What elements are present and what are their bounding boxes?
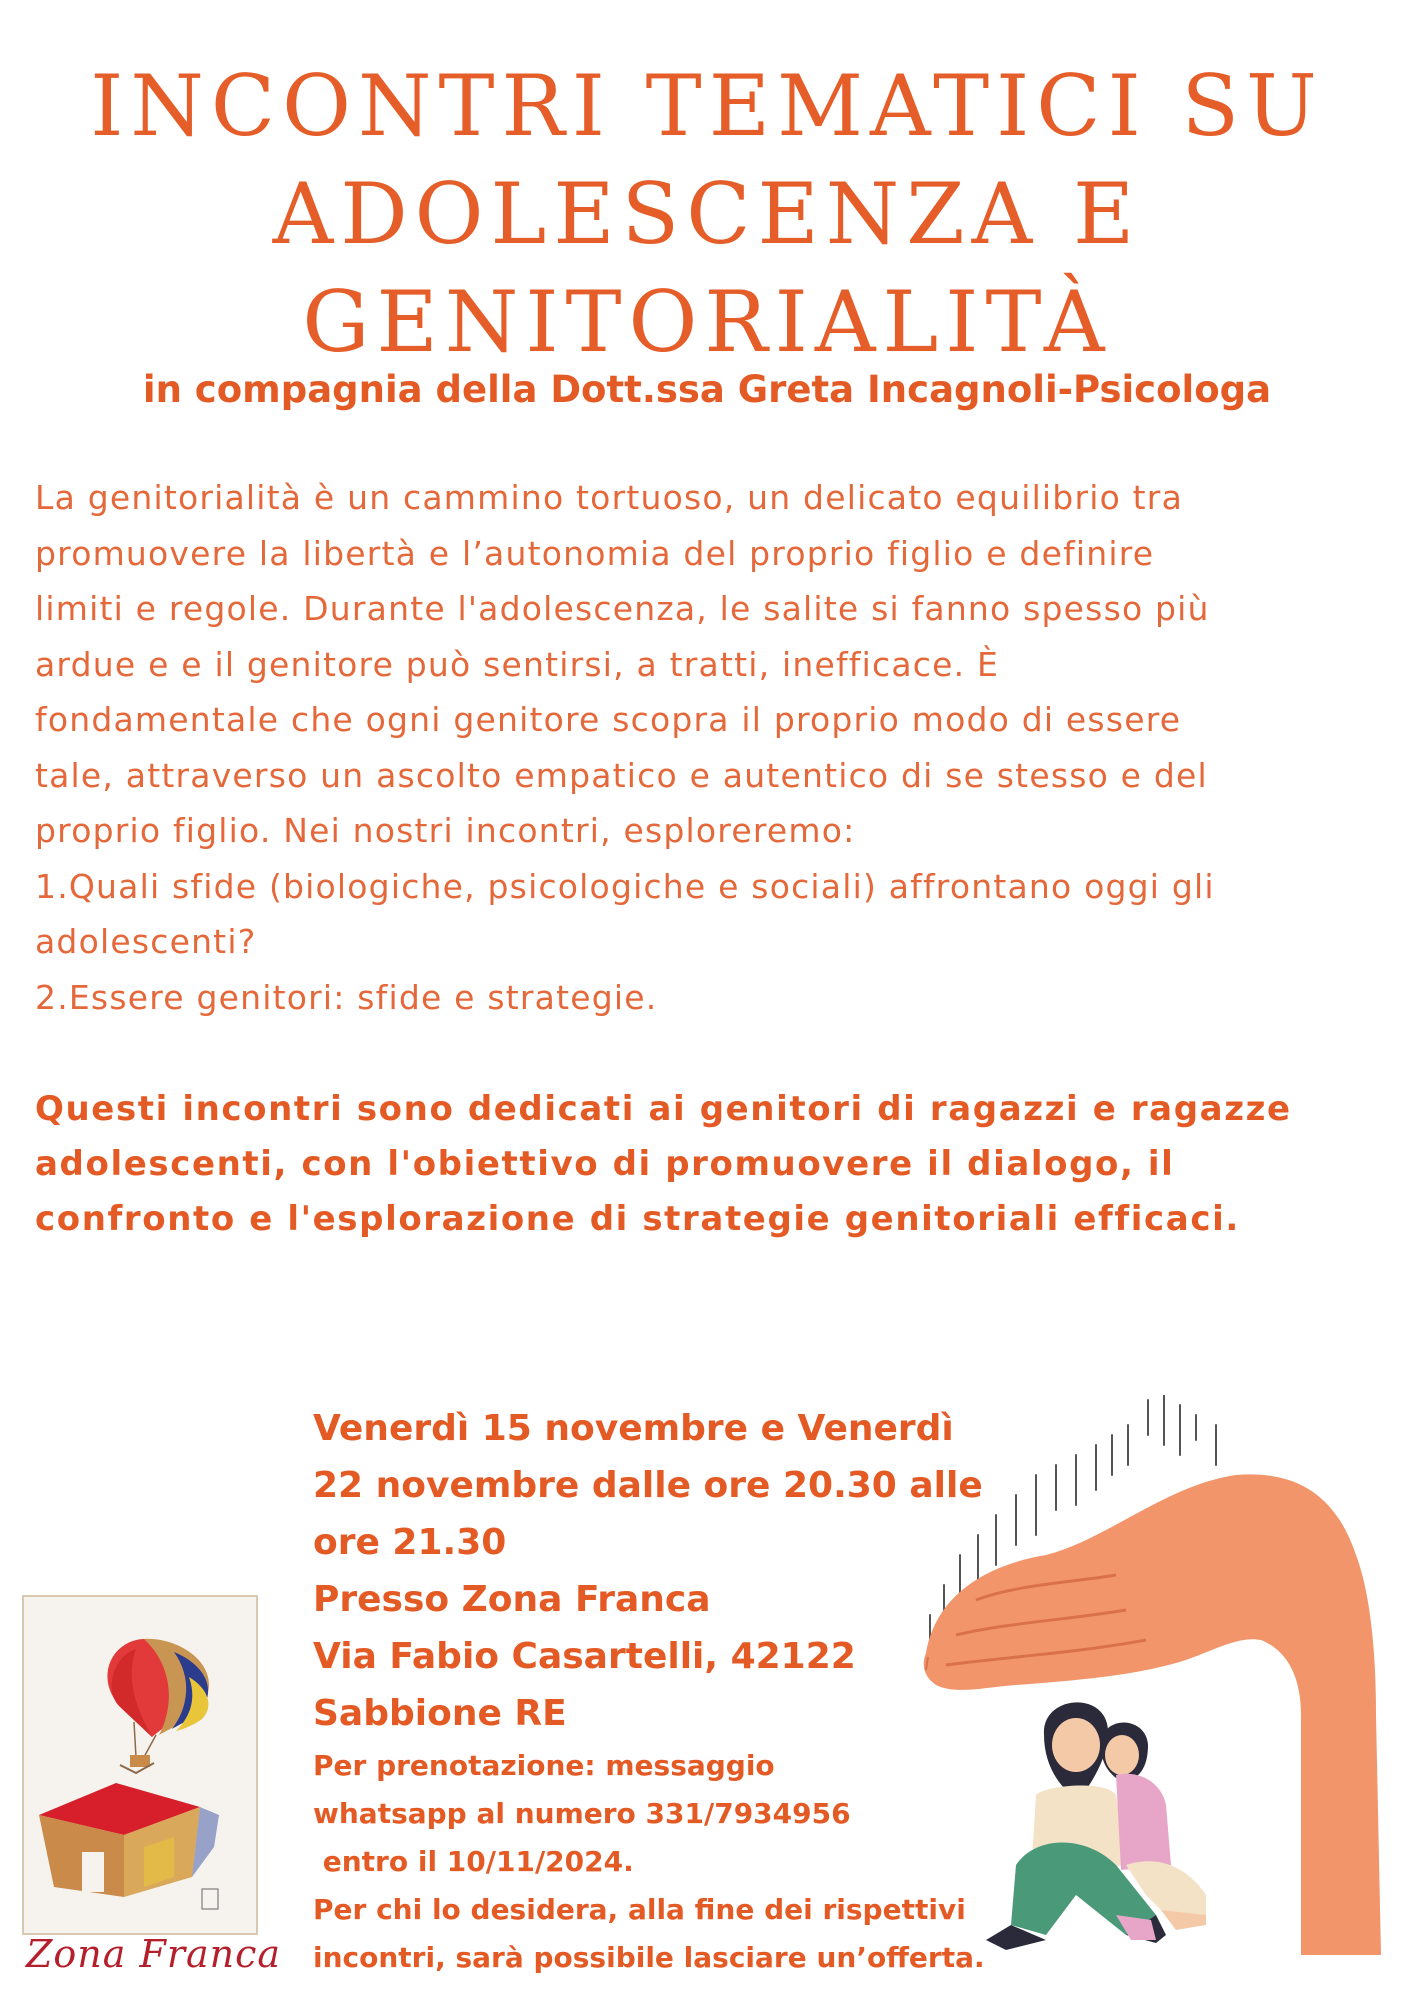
offering-note-line: incontri, sarà possibile lasciare un’offerta. — [313, 1941, 985, 1974]
booking-note-line: Per prenotazione: messaggio — [313, 1749, 775, 1782]
event-date-line: Venerdì 15 novembre e Venerdì — [313, 1408, 954, 1449]
event-details — [313, 1400, 1013, 1982]
emphasis-line: confronto e l'esplorazione di strategie genitoriali efficaci. — [35, 1199, 1240, 1239]
offering-note-line: Per chi lo desidera, alla fine dei rispettivi — [313, 1893, 966, 1926]
description-line: tale, attraverso un ascolto empatico e autentico di se stesso e del — [35, 755, 1208, 795]
booking-note-line: whatsapp al numero 331/7934956 — [313, 1797, 851, 1830]
description-line: promuovere la libertà e l’autonomia del proprio figlio e definire — [35, 533, 1155, 573]
zona-franca-logo — [22, 1595, 258, 1935]
description-line: ardue e e il genitore può sentirsi, a tratti, inefficace. È — [35, 644, 1000, 684]
emphasis-line: adolescenti, con l'obiettivo di promuovere il dialogo, il — [35, 1144, 1175, 1184]
title-line-3: GENITORIALITÀ — [302, 273, 1112, 371]
subtitle: in compagnia della Dott.ssa Greta Incagnoli-Psicologa — [142, 368, 1272, 411]
event-venue-line: Presso Zona Franca — [313, 1579, 711, 1620]
event-date-line: 22 novembre dalle ore 20.30 alle — [313, 1465, 983, 1506]
page-title — [0, 52, 1414, 376]
description-line: 2.Essere genitori: sfide e strategie. — [35, 977, 658, 1017]
description-line: fondamentale che ogni genitore scopra il proprio modo di essere — [35, 700, 1182, 739]
title-line-2: ADOLESCENZA E — [272, 165, 1142, 263]
event-date-line: ore 21.30 — [313, 1522, 507, 1563]
description-line: 1.Quali sfide (biologiche, psicologiche e sociali) affrontano oggi gli — [35, 866, 1215, 906]
event-venue-line: Sabbione RE — [313, 1693, 567, 1734]
booking-note-line: entro il 10/11/2024. — [313, 1845, 634, 1878]
description — [35, 470, 1405, 1025]
balloon-house-logo-icon — [24, 1597, 256, 1933]
logo-text: Zona Franca — [26, 1932, 282, 1976]
description-line: La genitorialità è un cammino tortuoso, un delicato equilibrio tra — [35, 478, 1183, 517]
description-line: proprio figlio. Nei nostri incontri, esploreremo: — [35, 811, 856, 850]
protecting-hand-illustration-icon — [916, 1395, 1396, 1975]
emphasis-line: Questi incontri sono dedicati ai genitori di ragazzi e ragazze — [35, 1089, 1292, 1129]
description-line: adolescenti? — [35, 922, 257, 961]
target-audience-paragraph — [35, 1082, 1405, 1247]
description-line: limiti e regole. Durante l'adolescenza, le salite si fanno spesso più — [35, 589, 1210, 628]
title-line-1: INCONTRI TEMATICI SU — [90, 57, 1324, 155]
event-venue-line: Via Fabio Casartelli, 42122 — [313, 1636, 856, 1677]
